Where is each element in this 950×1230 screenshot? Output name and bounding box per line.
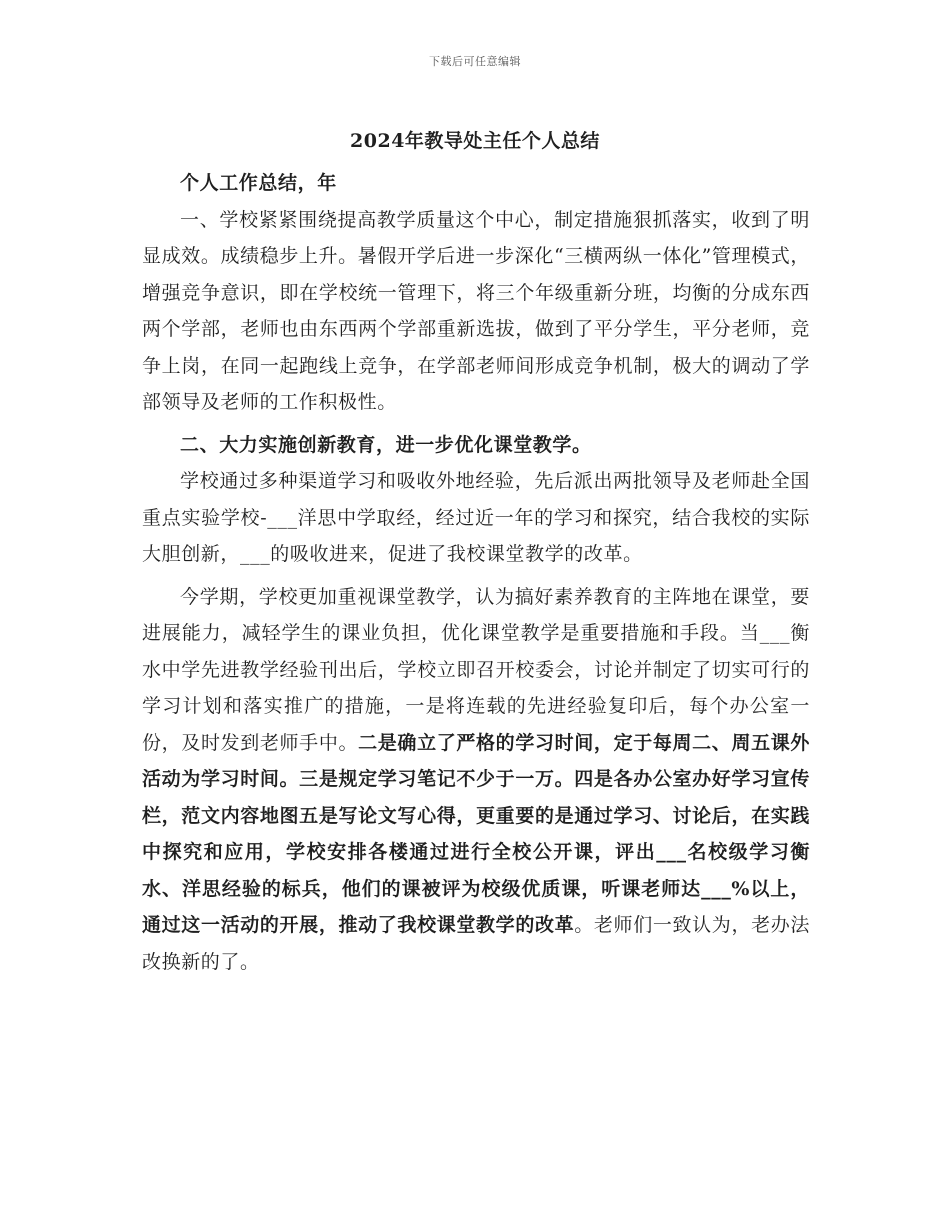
section-intro-heading: 个人工作总结，年 [180, 172, 337, 194]
document-body [142, 165, 810, 980]
paragraph-bold-text: 二是确立了严格的学习时间，定于每周二、周五课外活动为学习时间。三是规定学习笔记不少于一万。四是各办公室办好学习宣传栏，范文内容地图五是写论文写心得，更重要的是通过学习、讨论后，在实践中探究和应用，学校安排各楼通过进行全校公开课，评出___名校级学习衡水、洋思经验的标兵，他们的课被评为校级优质课，听课老师达___%以上，通过这一活动的开展，推动了我校课堂教学的改革 [142, 731, 810, 936]
document-title: 2024年教导处主任个人总结 [350, 130, 600, 152]
paragraph-text: 今学期，学校更加重视课堂教学，认为搞好素养教育的主阵地在课堂，要进展能力，减轻学生的课业负担，优化课堂教学是重要措施和手段。当___衡水中学先进教学经验刊出后，学校立即召开校委会，讨论并制定了切实可行的学习计划和落实推广的措施，一是将连载的先进经验复印后，每个办公室一份，及时发到老师手中。 [142, 585, 810, 754]
paragraph-section-one: 一、学校紧紧围绕提高教学质量这个中心，制定措施狠抓落实，收到了明显成效。成绩稳步上升。暑假开学后进一步深化“三横两纵一体化”管理模式，增强竞争意识，即在学校统一管理下，将三个年级重新分班，均衡的分成东西两个学部，老师也由东西两个学部重新选拔，做到了平分学生，平分老师，竞争上岗，在同一起跑线上竞争，在学部老师间形成竞争机制，极大的调动了学部领导及老师的工作积极性。 [142, 208, 810, 413]
paragraph-tail-text: 。老师们一致认为，老办法改换新的了。 [142, 914, 810, 973]
paragraph-classroom-teaching [142, 579, 810, 981]
header-note: 下载后可任意编辑 [429, 55, 521, 68]
section-two-heading: 二、大力实施创新教育，进一步优化课堂教学。 [180, 433, 592, 456]
paragraph-experience: 学校通过多种渠道学习和吸收外地经验，先后派出两批领导及老师赴全国重点实验学校-___洋思中学取经，经过近一年的学习和探究，结合我校的实际大胆创新，___的吸收进来，促进了我校课堂教学的改革。 [142, 470, 810, 565]
